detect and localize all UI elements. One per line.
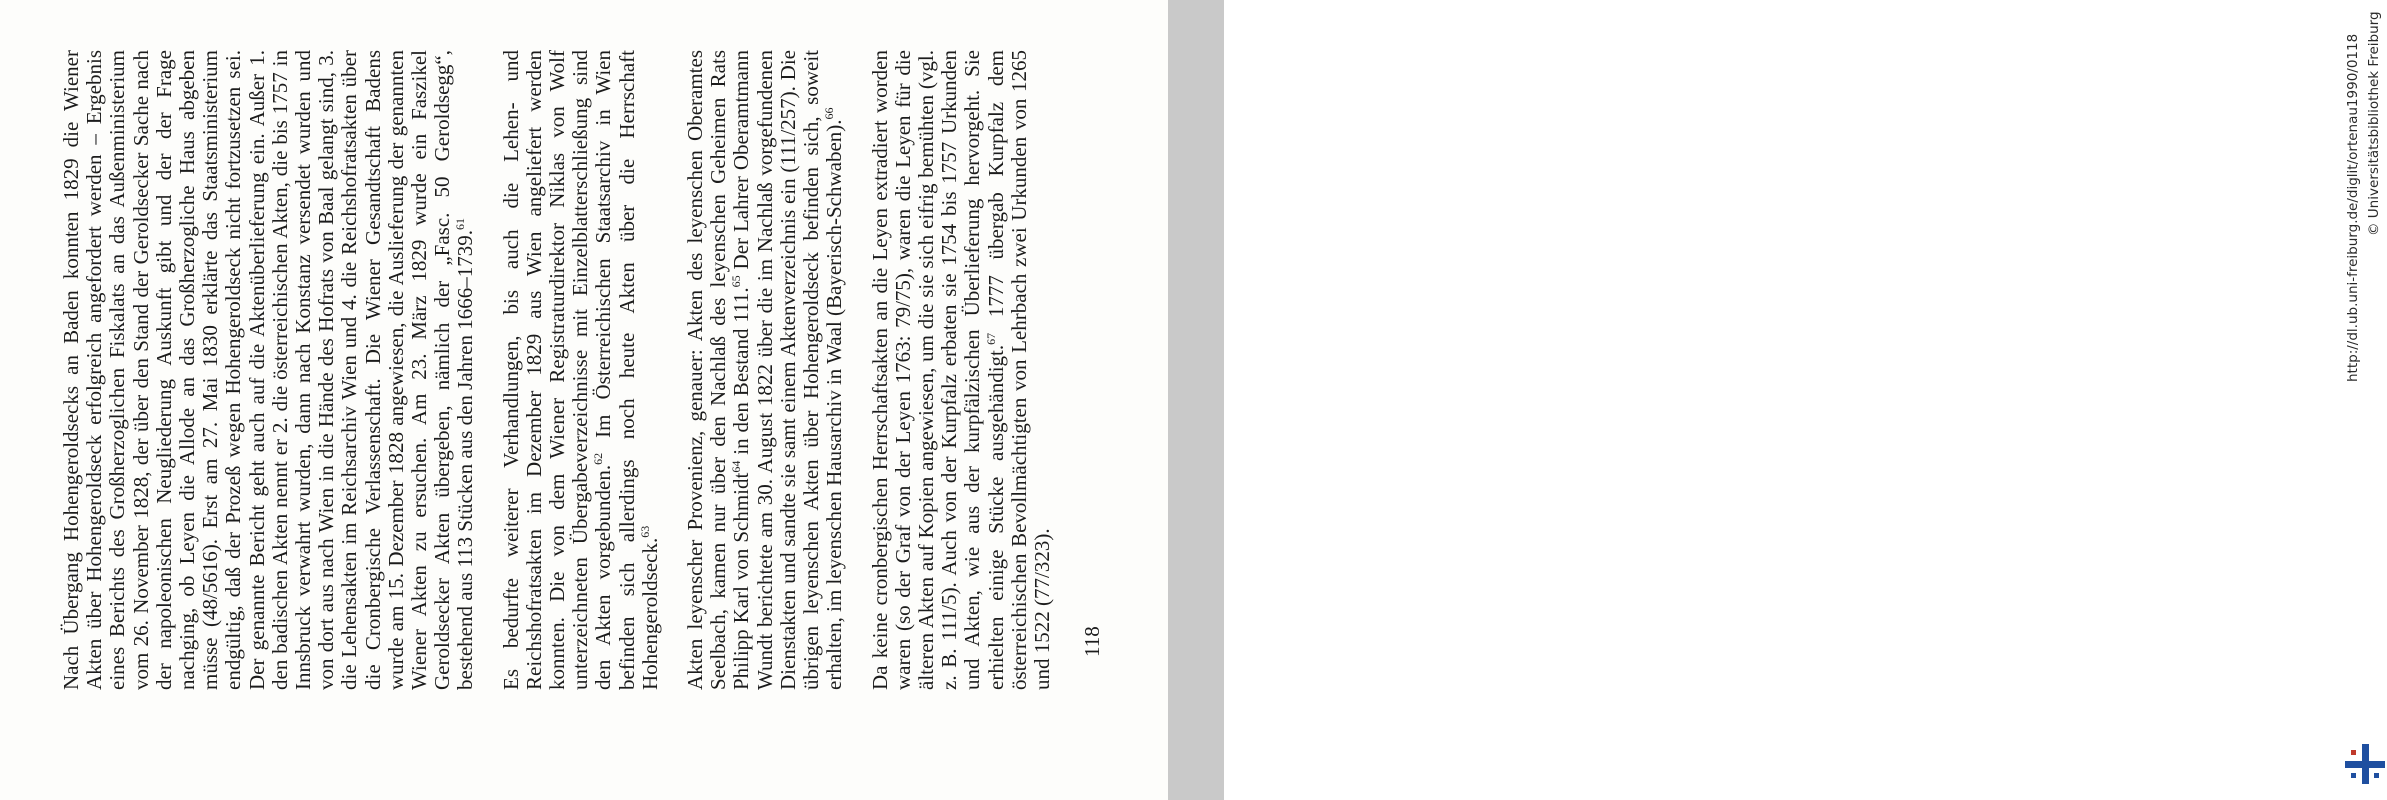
text-segment: Nach Übergang Hohengeroldsecks an Baden konnten 1829 die Wiener Akten über Hohengeroldseck erfolgreich angefordert werden – Ergebnis eines Berichts des Großherzoglichen Fiskalats an das Außenministerium vom 26. November 1828, der über den Stand der Geroldsecker Sache nach der napoleonischen Neugliederung Auskunft gibt und der der Frage nachging, ob Leyen die Allode an das Großherzogliche Haus abgeben müsse (48/5616). Erst am 27. Mai 1830 erklärte das Staatsministerium endgültig, daß der Prozeß wegen Hohengeroldseck nicht fortzusetzen sei. Der genannte Bericht geht auch auf die Aktenüberlieferung ein. Außer 1. den badischen Akten nennt er 2. die österreichischen Akten, die bis 1757 in Innsbruck verwahrt wurden, dann nach Konstanz versendet wurden und von dort aus nach Wien in die Hände des Hofrats von Baal gelangt sind, 3. die Lehensakten im Reichsarchiv Wien und 4. die Reichshofratsakten über die Cronbergische Verlassenschaft. Die Wiener Gesandtschaft Badens wurde am 15. Dezember 1828 angewiesen, die Auslieferung der genannten Wiener Akten zu ersuchen. Am 23. März 1829 wurde ein Faszikel Geroldsecker Akten übergeben, nämlich der „Fasc. 50 Geroldsegg“, bestehend aus 113 Stücken aus den Jahren 1666–1739. — [59, 50, 478, 690]
footnote-marker: 67 — [983, 332, 998, 345]
paragraph-2 — [500, 50, 662, 690]
page-body-text — [60, 50, 1060, 690]
footnote-marker: 65 — [729, 275, 744, 288]
text-segment: 1777 übergab Kurpfalz dem österreichischen Bevollmächtigten von Lehrbach zwei Urkunden von 1265 und 1522 (77/323). — [983, 50, 1054, 690]
text-segment: Akten leyenscher Provenienz, genauer: Akten des leyenschen Oberamtes Seelbach, kamen nur über den Nachlaß des leyenschen Geheimen Rats Philipp Karl von Schmidt — [683, 50, 754, 690]
paragraph-4 — [869, 50, 1055, 690]
footnote-marker: 66 — [822, 107, 837, 120]
text-segment: Es bedurfte weiterer Verhandlungen, bis auch die Lehen- und Reichshofratsakten im Dezember 1829 aus Wien angeliefert werden konnten. Die von dem Wiener Registraturdirektor Niklas von Wolf unterzeichneten Übergabeverzeichnisse mit Einzelblatterschließung sind den Akten vorgebunden. — [498, 50, 616, 690]
copyright-notice: © Universitätsbibliothek Freiburg — [2366, 11, 2382, 236]
page-number: 118 — [1080, 626, 1104, 657]
footnote-marker: 63 — [637, 525, 652, 538]
text-segment: Der Lahrer Oberamtmann Wundt berichtete am 30. August 1822 über die im Nachlaß vorgefundenen Dienstakten und sandte sie samt einem Aktenverzeichnis ein (111/257). Die übrigen leyenschen Akten über Hohengeroldseck befinden sich, soweit erhalten, im leyenschen Hausarchiv in Waal (Bayerisch-Schwaben). — [729, 50, 847, 690]
text-segment: in den Bestand 111. — [729, 287, 754, 461]
ub-freiburg-logo-icon — [2343, 742, 2387, 786]
footnote-marker: 62 — [591, 452, 606, 465]
library-sidebar — [1168, 0, 2382, 800]
paragraph-3 — [684, 50, 846, 690]
scanned-book-page — [0, 0, 1168, 800]
text-segment: Im Österreichischen Staatsarchiv in Wien befinden sich allerdings noch heute Akten über die Herrschaft Hohengeroldseck. — [591, 50, 662, 690]
footnote-marker: 61 — [453, 218, 468, 231]
footnote-marker: 64 — [729, 460, 744, 473]
text-segment: Da keine cronbergischen Herrschaftsakten an die Leyen extradiert worden waren (so der Graf von der Leyen 1763: 79/75), waren die Leyen für die älteren Akten auf Kopien angewiesen, um die sie sich eifrig bemühten (vgl. z. B. 111/5). Auch von der Kurpfalz erbaten sie 1754 bis 1757 Urkunden und Akten, wie aus der kurpfälzischen Überlieferung hervorgeht. Sie erhielten einige Stücke ausgehändigt. — [867, 50, 1008, 690]
source-url-link[interactable]: http://dl.ub.uni-freiburg.de/diglit/ortenau1990/0118 — [2345, 33, 2361, 382]
paragraph-1 — [60, 50, 478, 690]
